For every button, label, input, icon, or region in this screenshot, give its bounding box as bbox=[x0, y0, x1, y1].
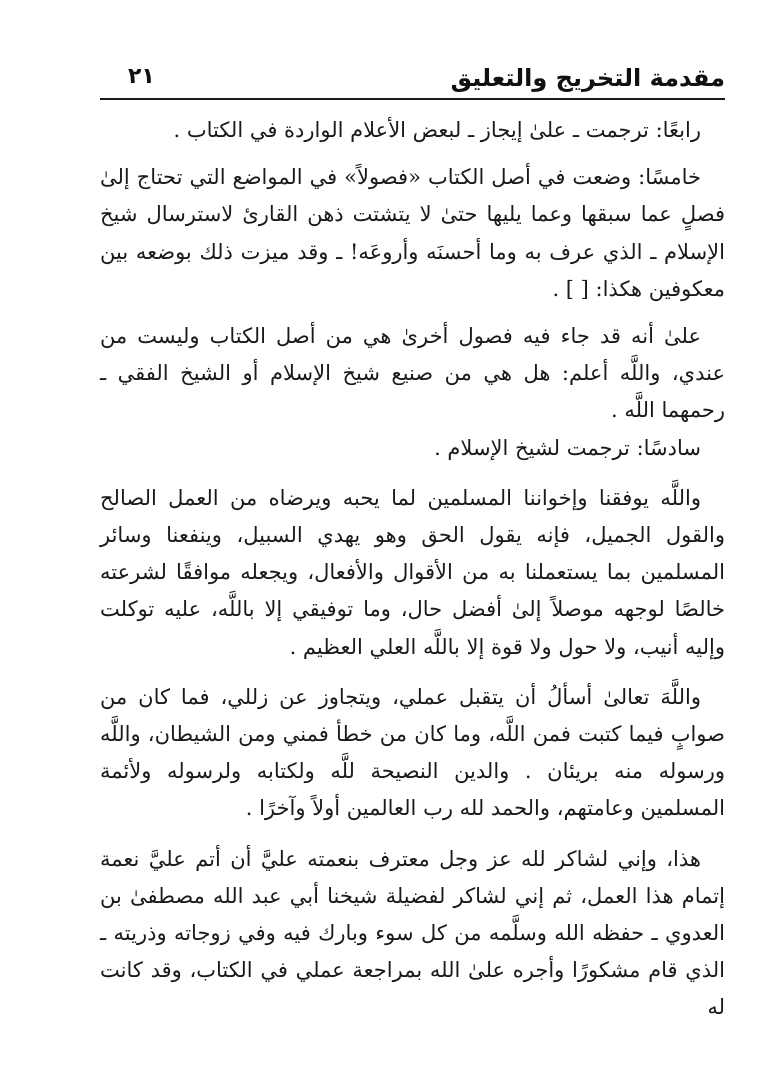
page-header bbox=[100, 58, 725, 100]
paragraph-acceptance-prayer: واللَّهَ تعالىٰ أسألُ أن يتقبل عملي، ويتجاوز عن زللي، فما كان من صوابٍ فيما كتبت فمن اللَّه، وما كان من خطأ فمني ومن الشيطان، واللَّه ورسوله منه بريئان . والدين النصيحة للَّه ولكتابه ولرسوله ولأئمة المسلمين وعامتهم، والحمد لله رب العالمين أولاً وآخرًا . bbox=[100, 684, 725, 821]
page-number: ٢١ bbox=[128, 64, 155, 89]
running-header-title: مقدمة التخريج والتعليق bbox=[450, 64, 725, 92]
paragraph-acknowledgement: هذا، وإني لشاكر لله عز وجل معترف بنعمته عليَّ أن أتم عليَّ نعمة إتمام هذا العمل، ثم إني لشاكر لفضيلة شيخنا أبي عبد الله مصطفىٰ بن العدوي ـ حفظه الله وسلَّمه من كل سوء وبارك فيه وفي زوجاته وذريته ـ الذي قام مشكورًا وأجره علىٰ الله بمراجعة عملي في الكتاب، وقد كانت له bbox=[100, 846, 725, 1020]
page-body bbox=[100, 112, 725, 1027]
paragraph-fifth-point: خامسًا: وضعت في أصل الكتاب «فصولاً» في المواضع التي تحتاج إلىٰ فصلٍ عما سبقها وعما يليها حتىٰ لا يتشتت ذهن القارئ لاسترسال شيخ الإسلام ـ الذي عرف به وما أحسنَه وأروعَه! ـ وقد ميزت ذلك بوضعه بين معكوفين هكذا: [ ] . bbox=[100, 165, 725, 301]
paragraph-additional-sections: علىٰ أنه قد جاء فيه فصول أخرىٰ هي من أصل الكتاب وليست من عندي، واللَّه أعلم: هل هي من صنيع شيخ الإسلام أو الشيخ الفقي ـ رحمهما اللَّه . bbox=[100, 324, 725, 423]
paragraph-sixth-point: سادسًا: ترجمت لشيخ الإسلام . bbox=[434, 435, 701, 460]
paragraph-fourth-point: رابعًا: ترجمت ـ علىٰ إيجاز ـ لبعض الأعلام الواردة في الكتاب . bbox=[173, 118, 701, 142]
paragraph-supplication: واللَّه يوفقنا وإخواننا المسلمين لما يحبه ويرضاه من العمل الصالح والقول الجميل، فإنه يقول الحق وهو يهدي السبيل، وينفعنا وسائر المسلمين بما يستعملنا به من الأقوال والأفعال، ويجعله موافقًا لشرعته خالصًا لوجهه موصلاً إلىٰ أفضل حال، وما توفيقي إلا باللَّه، عليه توكلت وإليه أنيب، ولا حول ولا قوة إلا باللَّه العلي العظيم . bbox=[100, 485, 725, 659]
